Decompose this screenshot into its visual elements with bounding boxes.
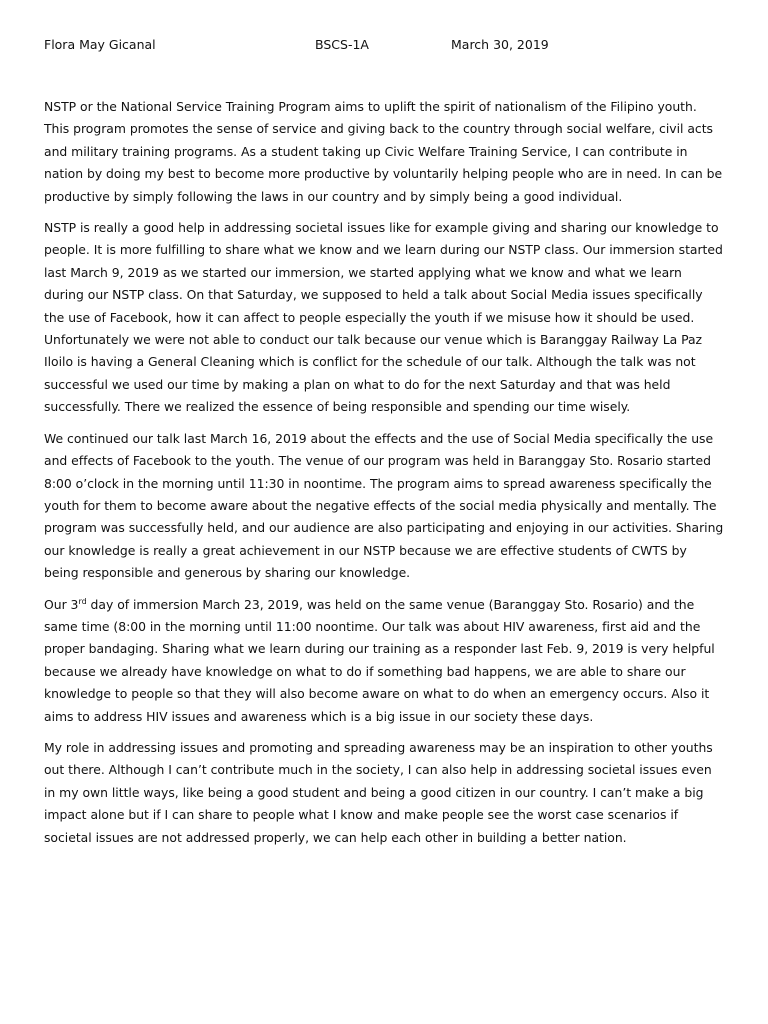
paragraph-4-rest: day of immersion March 23, 2019, was held on the same venue (Baranggay Sto. Rosario) and the same time (8:00 in the morning until 11:00 noontime. Our talk was about HIV awareness, first aid and the proper bandaging. Sharing what we learn during our training as a responder last Feb. 9, 2019 is very helpful because we already have knowledge on what to do if something bad happens, we are able to share our knowledge to people so that they will also become aware on what to do when an emergency occurs. Also it aims to address HIV issues and awareness which is a big issue in our society these days. [44, 596, 715, 724]
document-body [44, 96, 724, 858]
paragraph-4 [44, 594, 724, 728]
paragraph-1: NSTP or the National Service Training Program aims to uplift the spirit of nationalism of the Filipino youth. This program promotes the sense of service and giving back to the country through social welfare, civil acts and military training programs. As a student taking up Civic Welfare Training Service, I can contribute in nation by doing my best to become more productive by voluntarily helping people who are in need. In can be productive by simply following the laws in our country and by simply being a good individual. [44, 99, 723, 204]
paragraph-3: We continued our talk last March 16, 2019 about the effects and the use of Social Media specifically the use and effects of Facebook to the youth. The venue of our program was held in Baranggay Sto. Rosario started 8:00 o’clock in the morning until 11:30 in noontime. The program aims to spread awareness specifically the youth for them to become aware about the negative effects of the social media physically and mentally. The program was successfully held, and our audience are also participating and enjoying in our activities. Sharing our knowledge is really a great achievement in our NSTP because we are effective students of CWTS by being responsible and generous by sharing our knowledge. [44, 430, 724, 581]
document-header [44, 36, 724, 54]
section-label: BSCS-1A [315, 37, 369, 52]
paragraph-2: NSTP is really a good help in addressing societal issues like for example giving and sharing our knowledge to people. It is more fulfilling to share what we know and we learn during our NSTP class. Our immersion started last March 9, 2019 as we started our immersion, we started applying what we know and what we learn during our NSTP class. On that Saturday, we supposed to held a talk about Social Media issues specifically the use of Facebook, how it can affect to people especially the youth if we misuse how it should be used. Unfortunately we were not able to conduct our talk because our venue which is Baranggay Railway La Paz Iloilo is having a General Cleaning which is conflict for the schedule of our talk. Although the talk was not successful we used our time by making a plan on what to do for the next Saturday and that was held successfully. There we realized the essence of being responsible and spending our time wisely. [44, 220, 723, 415]
document-date: March 30, 2019 [451, 37, 549, 52]
paragraph-4-lead: Our 3 [44, 596, 79, 612]
student-name: Flora May Gicanal [44, 37, 156, 52]
paragraph-5: My role in addressing issues and promoting and spreading awareness may be an inspiration to other youths out there. Although I can’t contribute much in the society, I can also help in addressing societal issues even in my own little ways, like being a good student and being a good citizen in our country. I can’t make a big impact alone but if I can share to people what I know and make people see the worst case scenarios if societal issues are not addressed properly, we can help each other in building a better nation. [44, 739, 713, 845]
ordinal-superscript: rd [78, 596, 87, 606]
